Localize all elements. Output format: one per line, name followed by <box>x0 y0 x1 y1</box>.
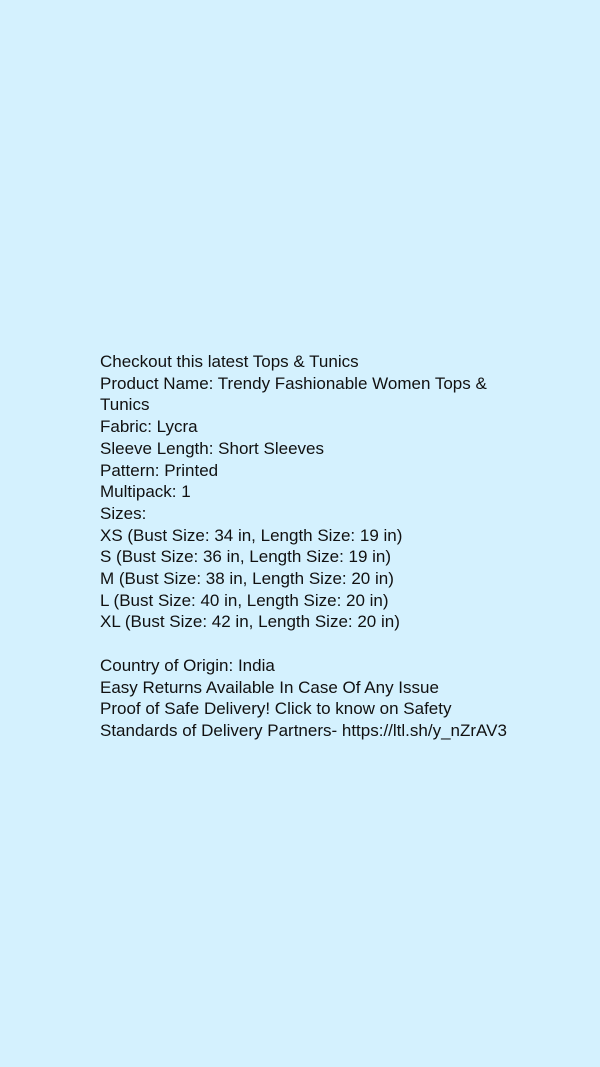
sizes-label: Sizes: <box>100 503 147 523</box>
delivery-proof-line: Proof of Safe Delivery! Click to know on Safety <box>100 699 452 719</box>
size-l: L (Bust Size: 40 in, Length Size: 20 in) <box>100 590 389 610</box>
country-of-origin: Country of Origin: India <box>100 655 275 675</box>
size-m: M (Bust Size: 38 in, Length Size: 20 in) <box>100 569 394 589</box>
fabric-line: Fabric: Lycra <box>100 417 198 437</box>
multipack-line: Multipack: 1 <box>100 482 191 502</box>
delivery-standards-line[interactable]: Standards of Delivery Partners- https://ltl.sh/y_nZrAV3 <box>100 720 507 740</box>
size-xl: XL (Bust Size: 42 in, Length Size: 20 in) <box>100 612 400 632</box>
sleeve-length-line: Sleeve Length: Short Sleeves <box>100 438 324 458</box>
pattern-line: Pattern: Printed <box>100 460 219 480</box>
product-description <box>100 351 520 742</box>
blank-line <box>100 633 520 655</box>
returns-line: Easy Returns Available In Case Of Any Issue <box>100 677 439 697</box>
size-xs: XS (Bust Size: 34 in, Length Size: 19 in) <box>100 525 403 545</box>
description-heading: Checkout this latest Tops & Tunics <box>100 352 359 371</box>
product-name: Product Name: Trendy Fashionable Women Tops & Tunics <box>100 373 487 415</box>
size-s: S (Bust Size: 36 in, Length Size: 19 in) <box>100 547 392 567</box>
